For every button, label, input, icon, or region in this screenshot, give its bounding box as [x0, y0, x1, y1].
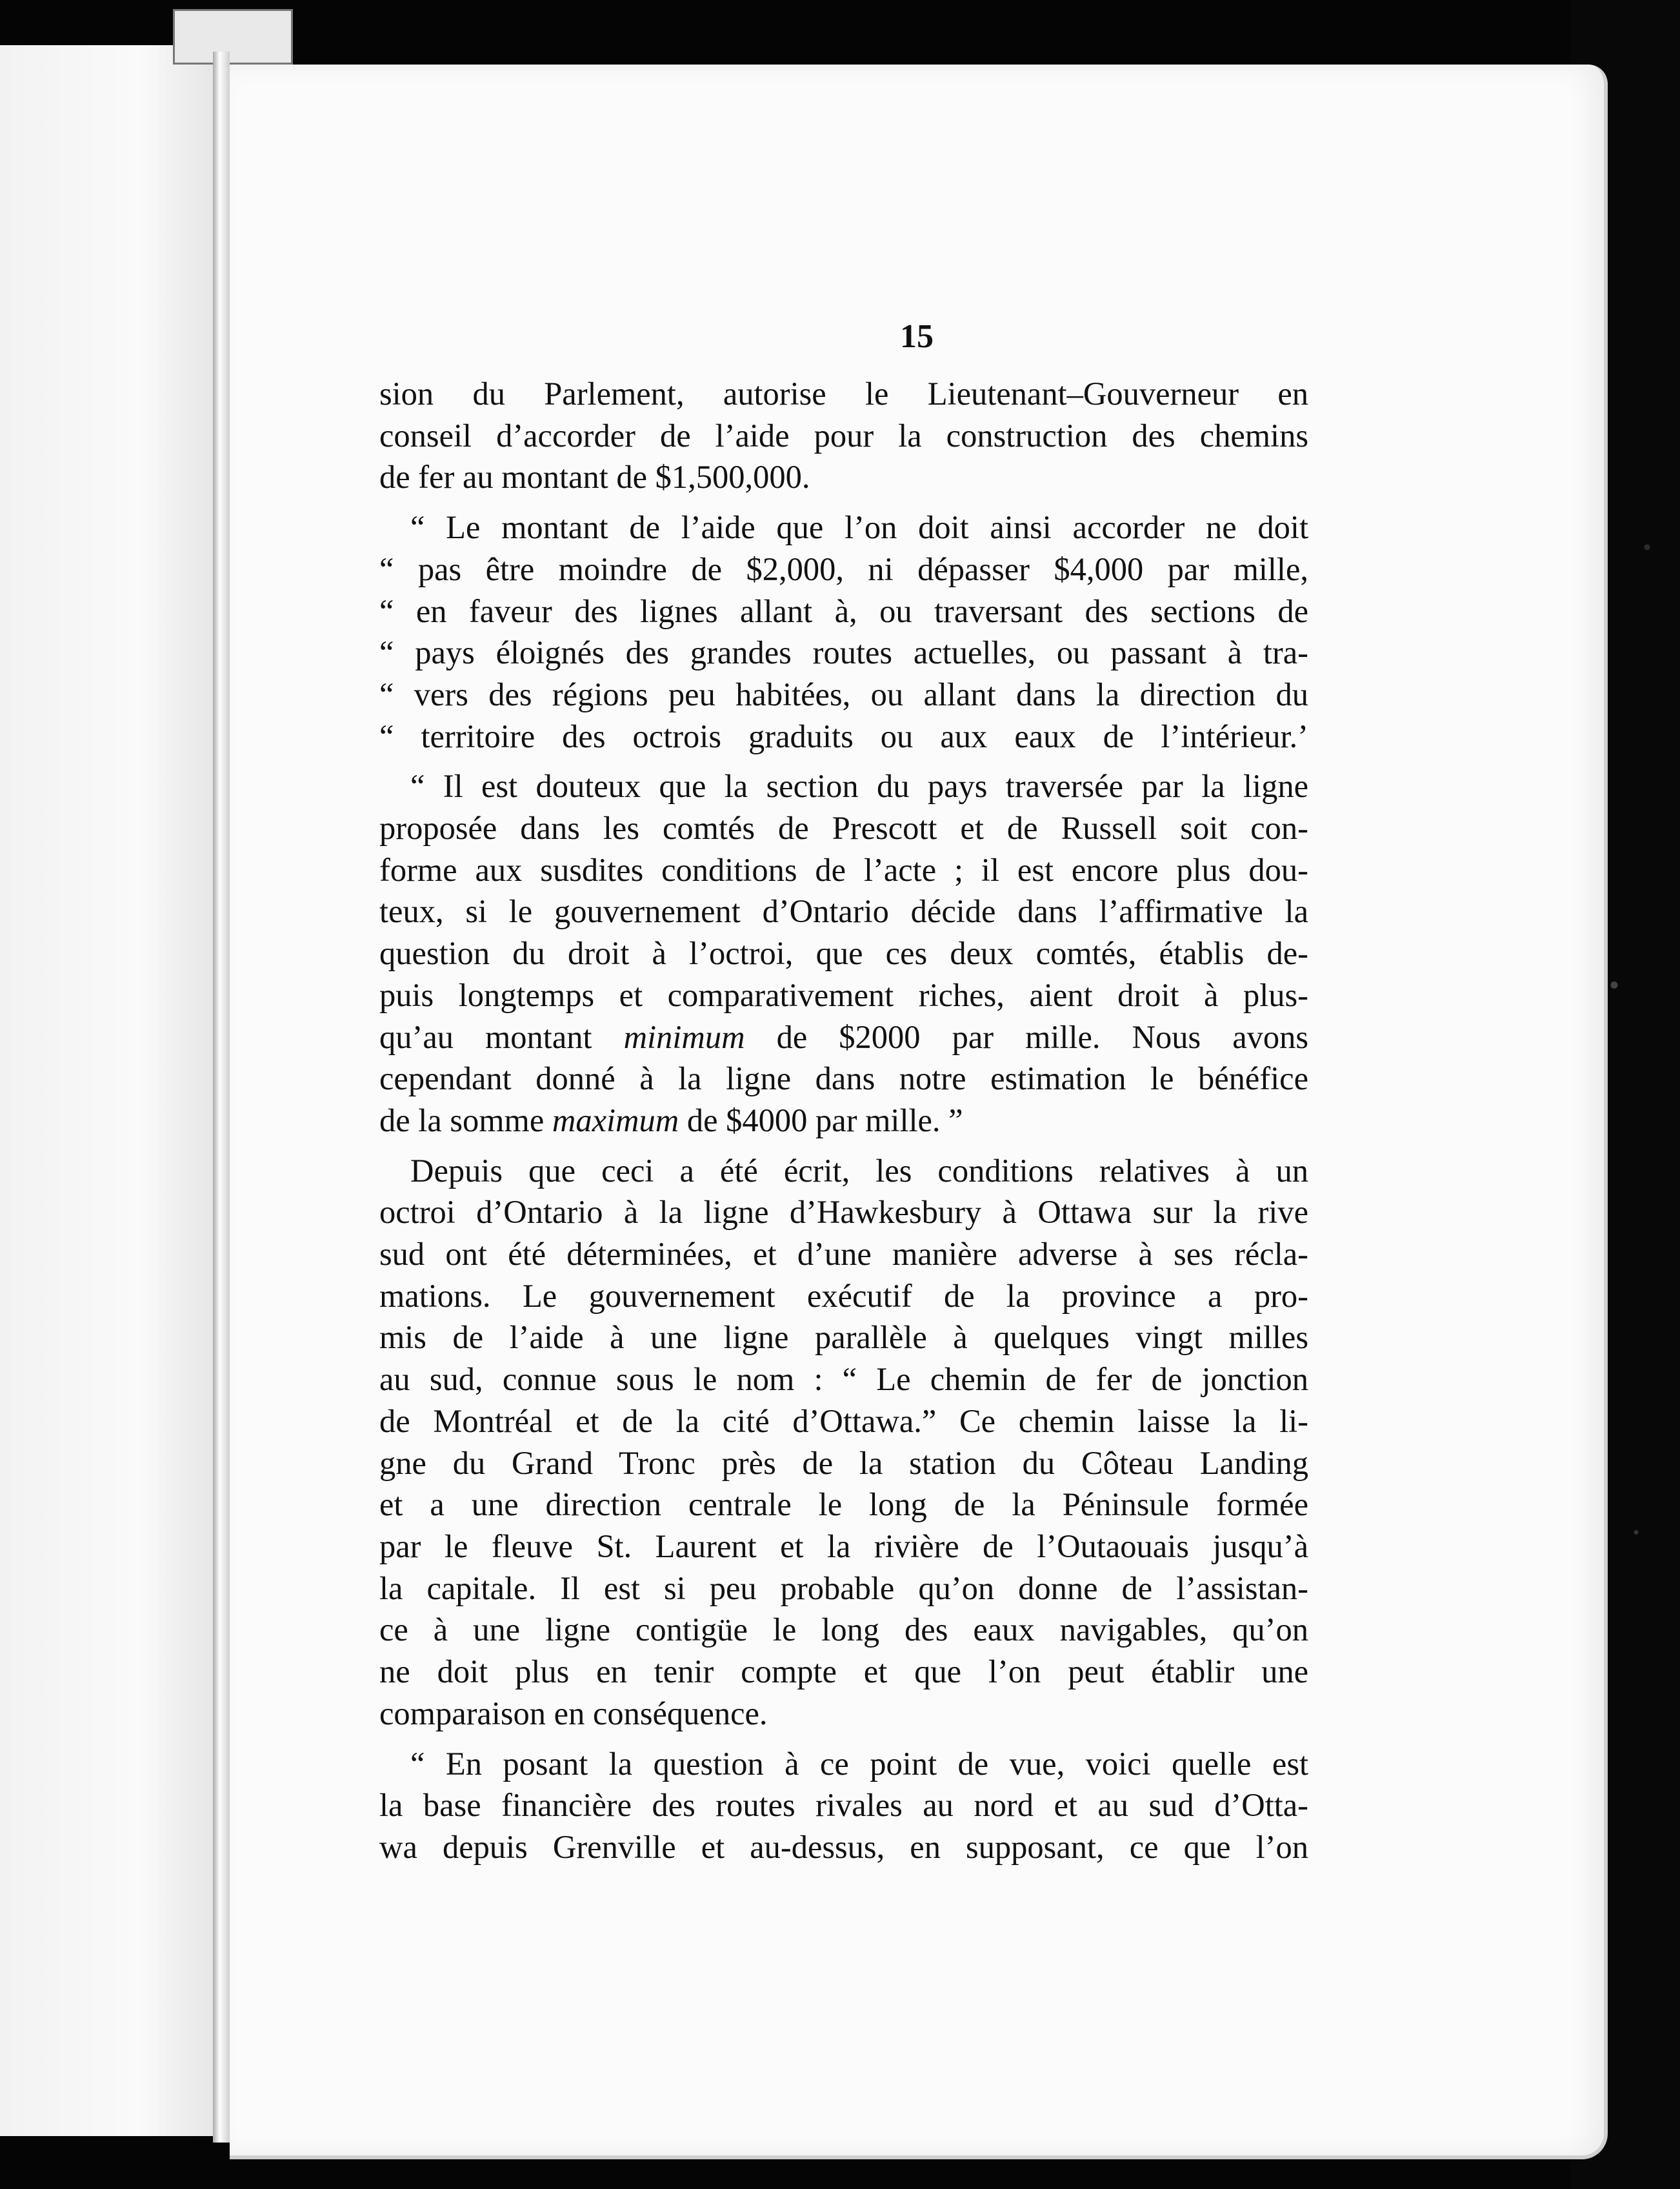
text-line: au sud, connue sous le nom : “ Le chemin de fer de jonction [379, 1361, 1308, 1398]
paragraph-2-quote [379, 507, 1308, 757]
text-line: “ vers des régions peu habitées, ou allant dans la direction du [379, 676, 1308, 712]
page-number: 15 [900, 318, 934, 355]
text-line: la capitale. Il est si peu probable qu’on donne de l’assistan- [379, 1569, 1308, 1606]
book-gutter [213, 52, 230, 2143]
text-line-with-italic [379, 1016, 1308, 1058]
book-page [230, 65, 1608, 2159]
paragraph-3 [379, 765, 1308, 1141]
text-line: octroi d’Ontario à la ligne d’Hawkesbury à Ottawa sur la rive [379, 1194, 1308, 1231]
text-line: de Montréal et de la cité d’Ottawa.” Ce chemin laisse la li- [379, 1402, 1308, 1439]
text-line: sion du Parlement, autorise le Lieutenant–Gouverneur en [379, 376, 1308, 412]
text-fragment: qu’au montant [379, 1018, 592, 1055]
text-line: ne doit plus en tenir compte et que l’on peut établir une [379, 1653, 1308, 1690]
text-line-with-italic [379, 1100, 1308, 1142]
text-line: la base financière des routes rivales au nord et au sud d’Otta- [379, 1787, 1308, 1824]
body-text [379, 373, 1308, 1877]
text-line: conseil d’accorder de l’aide pour la construction des chemins [379, 417, 1308, 454]
text-line: proposée dans les comtés de Prescott et de Russell soit con- [379, 810, 1308, 847]
text-line: sud ont été déterminées, et d’une manière adverse à ses récla- [379, 1236, 1308, 1273]
text-line: par le fleuve St. Laurent et la rivière de l’Outaouais jusqu’à [379, 1528, 1308, 1564]
text-line: Depuis que ceci a été écrit, les conditions relatives à un [410, 1152, 1308, 1189]
text-line: teux, si le gouvernement d’Ontario décide dans l’affirmative la [379, 893, 1308, 930]
left-page-edge [0, 45, 235, 2136]
paragraph-5 [379, 1743, 1308, 1868]
text-line: cependant donné à la ligne dans notre estimation le bénéfice [379, 1060, 1308, 1097]
page-tab [173, 9, 293, 65]
text-fragment: de $2000 par mille. Nous avons [776, 1018, 1309, 1055]
text-line: ce à une ligne contigüe le long des eaux navigables, qu’on [379, 1611, 1308, 1648]
text-line: comparaison en conséquence. [379, 1695, 768, 1731]
text-line: question du droit à l’octroi, que ces deux comtés, établis de- [379, 935, 1308, 972]
text-line: gne du Grand Tronc près de la station du Côteau Landing [379, 1444, 1308, 1481]
text-line: “ pas être moindre de $2,000, ni dépasser $4,000 par mille, [379, 550, 1308, 587]
paragraph-1 [379, 373, 1308, 498]
italic-term: maximum [552, 1102, 679, 1138]
text-fragment: de $4000 par mille. ” [686, 1102, 963, 1138]
text-line: “ en faveur des lignes allant à, ou traversant des sections de [379, 592, 1308, 629]
italic-term: minimum [623, 1018, 745, 1055]
text-line: de fer au montant de $1,500,000. [379, 459, 810, 496]
text-line: puis longtemps et comparativement riches, aient droit à plus- [379, 976, 1308, 1013]
text-line: “ Le montant de l’aide que l’on doit ainsi accorder ne doit [410, 509, 1308, 546]
text-line: forme aux susdites conditions de l’acte ; il est encore plus dou- [379, 851, 1308, 888]
text-line: “ En posant la question à ce point de vue, voici quelle est [410, 1745, 1308, 1782]
text-line: et a une direction centrale le long de la Péninsule formée [379, 1486, 1308, 1523]
text-line: “ territoire des octrois graduits ou aux eaux de l’intérieur.’ [379, 718, 1308, 754]
text-line: “ pays éloignés des grandes routes actuelles, ou passant à tra- [379, 634, 1308, 671]
paragraph-4 [379, 1150, 1308, 1735]
text-line: “ Il est douteux que la section du pays traversée par la ligne [410, 768, 1308, 805]
text-line: mis de l’aide à une ligne parallèle à quelques vingt milles [379, 1319, 1308, 1356]
text-line: wa depuis Grenville et au-dessus, en supposant, ce que l’on [379, 1828, 1308, 1865]
text-fragment: de la somme [379, 1102, 545, 1138]
text-line: mations. Le gouvernement exécutif de la province a pro- [379, 1277, 1308, 1314]
